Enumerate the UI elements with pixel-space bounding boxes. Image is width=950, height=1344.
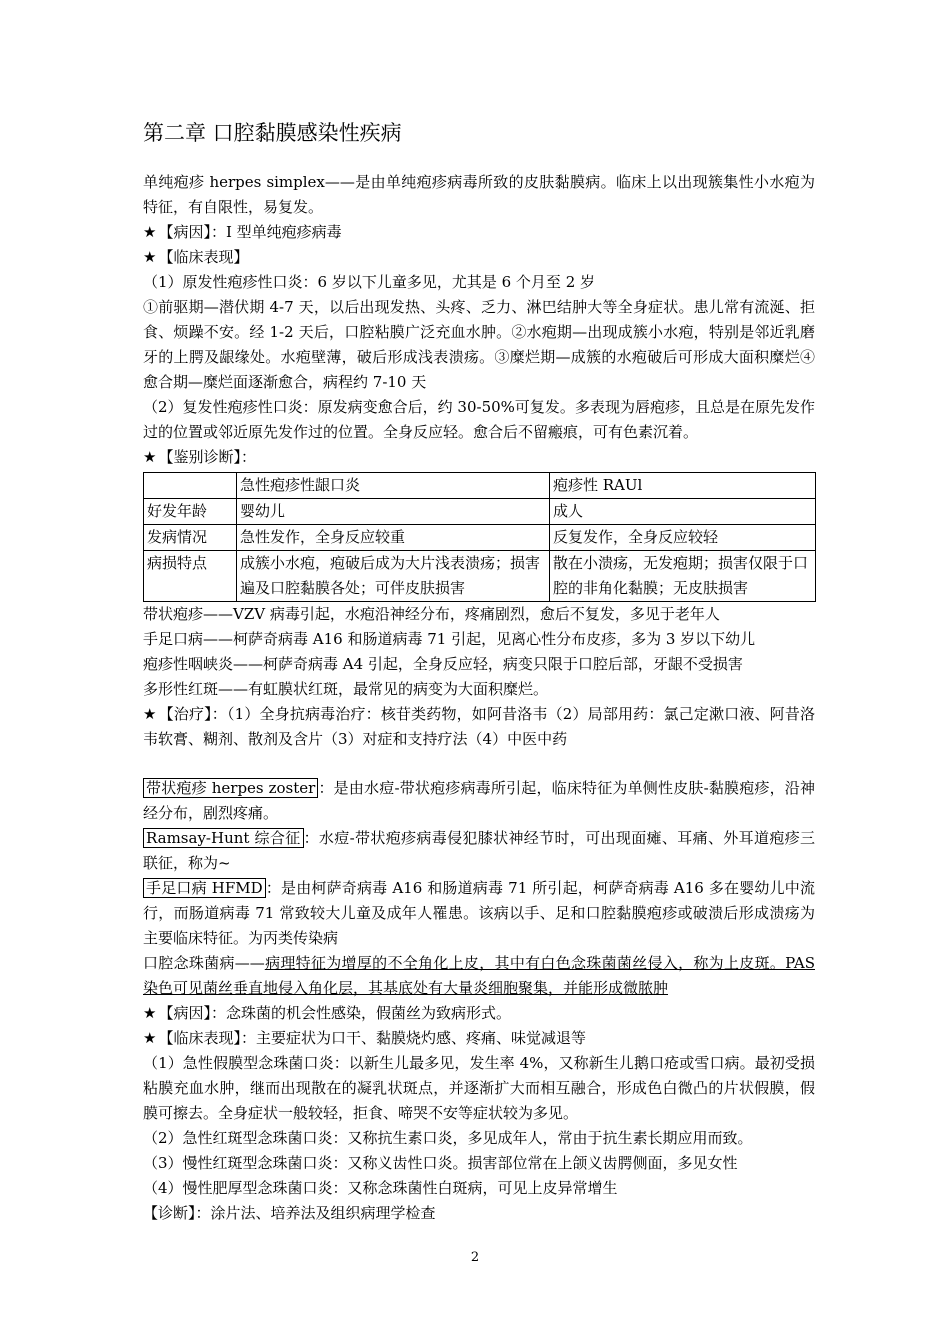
candida-item: （3）慢性红斑型念珠菌口炎：又称义齿性口炎。损害部位常在上颌义齿腭侧面，多见女性: [143, 1154, 738, 1172]
table-header-cell: [144, 473, 237, 499]
hfmd-term: 手足口病 HFMD: [143, 878, 266, 898]
table-row: [144, 525, 816, 551]
table-cell: 散在小溃疡，无发疱期；损害仅限于口腔的非角化黏膜；无皮肤损害: [550, 551, 816, 602]
differential-line: 多形性红斑——有虹膜状红斑，最常见的病变为大面积糜烂。: [143, 680, 549, 698]
ramsay-term: Ramsay-Hunt 综合征: [143, 828, 304, 848]
candida-etiology-line: [143, 1001, 815, 1026]
zoster-term: 带状疱疹 herpes zoster: [143, 778, 318, 798]
table-cell: 婴幼儿: [237, 499, 550, 525]
candida-clinical-text: 主要症状为口干、黏膜烧灼感、疼痛、味觉减退等: [255, 1029, 586, 1047]
clinical-item-1-detail: ①前驱期—潜伏期 4-7 天，以后出现发热、头疼、乏力、淋巴结肿大等全身症状。患儿常有流涎、拒食、烦躁不安。经 1-2 天后，口腔粘膜广泛充血水肿。②水疱期—出现成簇小水疱，特别是邻近乳磨牙的上腭及龈缘处。水疱壁薄，破后形成浅表溃疡。③糜烂期—成簇的水疱破后可形成大面积糜烂④愈合期—糜烂面逐渐愈合，病程约 7-10 天: [143, 298, 815, 391]
table-cell: 好发年龄: [144, 499, 237, 525]
table-cell: 病损特点: [144, 551, 237, 602]
table-cell: 成簇小水疱，疱破后成为大片浅表溃疡；损害遍及口腔黏膜各处；可伴皮肤损害: [237, 551, 550, 602]
zoster-paragraph: [143, 776, 815, 826]
diagnosis-text: 涂片法、培养法及组织病理学检查: [210, 1204, 436, 1222]
table-header-row: [144, 473, 816, 499]
differential-line: 手足口病——柯萨奇病毒 A16 和肠道病毒 71 引起，见离心性分布皮疹，多为 3 岁以下幼儿: [143, 630, 756, 648]
page-number: 2: [470, 1250, 480, 1265]
clinical-item-2: （2）复发性疱疹性口炎：原发病变愈合后，约 30-50%可复发。多表现为唇疱疹，且总是在原先发作过的位置或邻近原先发作过的位置。全身反应轻。愈合后不留瘢痕，可有色素沉着。: [143, 398, 815, 441]
ramsay-paragraph: [143, 826, 815, 876]
hfmd-paragraph: [143, 876, 815, 951]
candida-clinical-label: 【临床表现】：: [158, 1029, 256, 1047]
chapter-title: 第二章 口腔黏膜感染性疾病: [143, 121, 402, 145]
candida-paragraph: [143, 951, 815, 1001]
differential-line: 带状疱疹——VZV 病毒引起，水疱沿神经分布，疼痛剧烈，愈后不复发，多见于老年人: [143, 605, 720, 623]
clinical-item-1: （1）原发性疱疹性口炎：6 岁以下儿童多见，尤其是 6 个月至 2 岁: [143, 273, 596, 291]
zoster-text: ：是由水痘-带状疱疹病毒所引起，临床特征为单侧性皮肤-黏膜疱疹，沿神经分布，剧烈疼痛。: [143, 779, 815, 822]
candida-clinical-line: [143, 1026, 815, 1051]
etiology-text: I 型单纯疱疹病毒: [225, 223, 342, 241]
differential-line: 疱疹性咽峡炎——柯萨奇病毒 A4 引起，全身反应轻，病变只限于口腔后部，牙龈不受损害: [143, 655, 743, 673]
etiology-label: 【病因】：: [158, 223, 226, 241]
table-cell: 反复发作，全身反应较轻: [550, 525, 816, 551]
differential-table: [143, 472, 816, 602]
table-row: [144, 551, 816, 602]
diagnosis-label: 【诊断】：: [143, 1204, 211, 1222]
candida-pathology-underlined: 病理特征为增厚的不全角化上皮，其中有白色念珠菌菌丝侵入，称为上皮斑。PAS 染色可见菌丝垂直地侵入角化层，其基底处有大量炎细胞聚集，并能形成微脓肿: [143, 954, 815, 997]
candida-prefix: 口腔念珠菌病——: [143, 954, 265, 972]
candida-item: （2）急性红斑型念珠菌口炎：又称抗生素口炎，多见成年人，常由于抗生素长期应用而致。: [143, 1129, 753, 1147]
document-page: [143, 118, 815, 1226]
table-row: [144, 499, 816, 525]
ramsay-text: ：水痘-带状疱疹病毒侵犯膝状神经节时，可出现面瘫、耳痛、外耳道疱疹三联征，称为~: [143, 829, 816, 872]
table-cell: 急性发作，全身反应较重: [237, 525, 550, 551]
table-header-cell: 疱疹性 RAUl: [550, 473, 816, 499]
treatment-label: 【治疗】：: [158, 705, 227, 723]
candida-item: （1）急性假膜型念珠菌口炎：以新生儿最多见，发生率 4%，又称新生儿鹅口疮或雪口病。最初受损粘膜充血水肿，继而出现散在的凝乳状斑点，并逐渐扩大而相互融合，形成色白微凸的片状假膜，假膜可擦去。全身症状一般较轻，拒食、啼哭不安等症状较为多见。: [143, 1054, 815, 1122]
etiology-line: [143, 220, 815, 245]
treatment-paragraph: [143, 702, 815, 752]
differential-heading: ★ 【鉴别诊断】：: [143, 445, 815, 470]
candida-item: （4）慢性肥厚型念珠菌口炎：又称念珠菌性白斑病，可见上皮异常增生: [143, 1179, 618, 1197]
intro-paragraph: 单纯疱疹 herpes simplex——是由单纯疱疹病毒所致的皮肤黏膜病。临床上以出现簇集性小水疱为特征，有自限性，易复发。: [143, 173, 815, 216]
diagnosis-line: [143, 1201, 815, 1226]
table-cell: 发病情况: [144, 525, 237, 551]
treatment-text: （1）全身抗病毒治疗：核苷类药物，如阿昔洛韦（2）局部用药：氯己定漱口液、阿昔洛韦软膏、糊剂、散剂及含片（3）对症和支持疗法（4）中医中药: [143, 705, 815, 748]
clinical-heading: ★ 【临床表现】: [143, 245, 815, 270]
candida-etiology-text: 念珠菌的机会性感染，假菌丝为致病形式。: [225, 1004, 511, 1022]
table-header-cell: 急性疱疹性龈口炎: [237, 473, 550, 499]
spacer: [143, 752, 815, 776]
candida-etiology-label: 【病因】：: [158, 1004, 226, 1022]
table-cell: 成人: [550, 499, 816, 525]
hfmd-text: ：是由柯萨奇病毒 A16 和肠道病毒 71 所引起，柯萨奇病毒 A16 多在婴幼儿中流行，而肠道病毒 71 常致较大儿童及成年人罹患。该病以手、足和口腔黏膜疱疹或破溃后形成溃疡为主要临床特征。为丙类传染病: [143, 879, 815, 947]
